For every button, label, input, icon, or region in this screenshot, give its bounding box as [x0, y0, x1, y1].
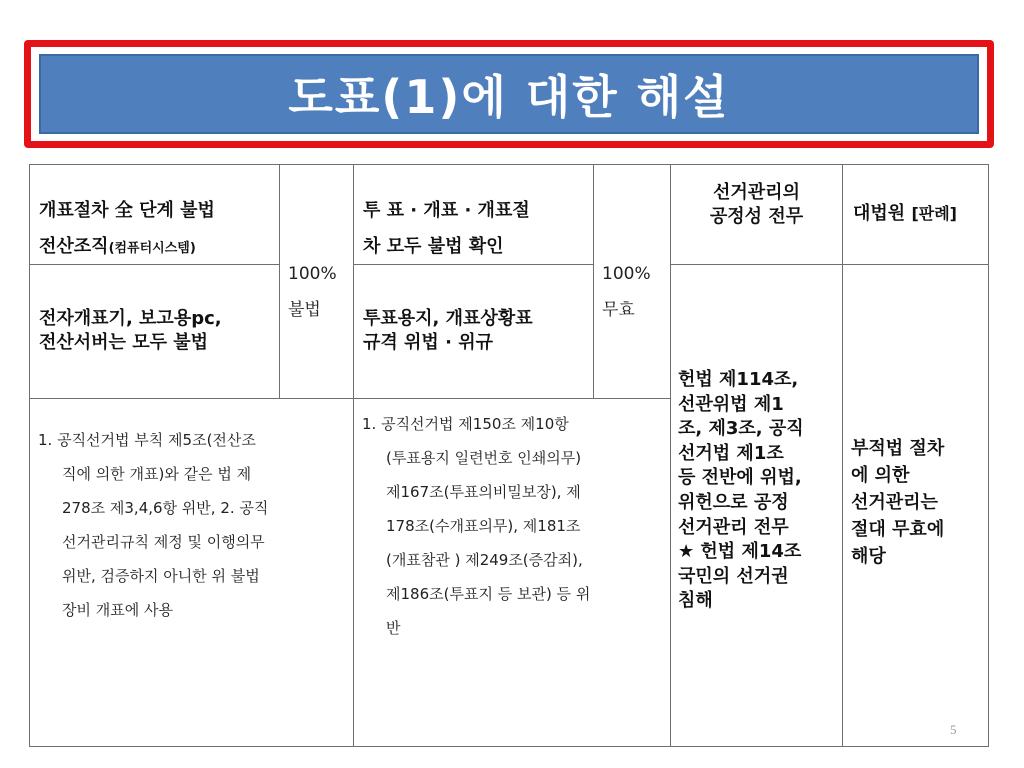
cell-text: 100% [288, 264, 337, 284]
cell-invalid-procedure [843, 265, 989, 747]
cell-text: 선거관리 전무 [678, 516, 789, 538]
cell-text: 제167조(투표의비밀보장), 제 [386, 483, 581, 501]
cell-text: 반 [386, 619, 401, 637]
cell-text: 해당 [851, 546, 886, 567]
cell-text: 선관위법 제1 [678, 393, 784, 415]
cell-text: 선거관리의 [713, 182, 800, 203]
title-frame [24, 40, 994, 148]
cell-text: 전산서버는 모두 불법 [39, 332, 209, 353]
cell-text: 에 의한 [851, 465, 910, 486]
cell-law-violation-left [30, 399, 354, 747]
cell-law-violation-right [354, 399, 671, 747]
cell-text: 개표절차 全 단계 불법 [39, 200, 215, 221]
cell-text: 제186조(투표지 등 보관) 등 위 [386, 585, 591, 603]
cell-text-small: [판례] [911, 204, 957, 223]
table-row [30, 165, 989, 265]
cell-invalid-100 [594, 165, 671, 399]
cell-constitution-violation [671, 265, 843, 747]
cell-supreme-court [843, 165, 989, 265]
cell-illegal-100 [280, 165, 354, 399]
page-number: 5 [950, 722, 957, 737]
cell-text: 장비 개표에 사용 [62, 601, 173, 619]
cell-text: 부적법 절차 [851, 438, 945, 459]
cell-text: ★ 헌법 제14조 [678, 541, 802, 563]
cell-text: 국민의 선거권 [678, 565, 789, 587]
cell-vote-count-illegal [354, 165, 594, 265]
cell-devices-illegal [30, 265, 280, 399]
cell-text: 1. 공직선거법 제150조 제10항 [362, 415, 569, 433]
cell-ballot-spec [354, 265, 594, 399]
cell-text-small: (컴퓨터시스템) [108, 241, 196, 256]
cell-text: 100% [602, 264, 651, 284]
cell-text: 위반, 검증하지 아니한 위 불법 [62, 567, 260, 585]
cell-system-illegal [30, 165, 280, 265]
cell-text: (투표용지 일련번호 인쇄의무) [386, 449, 582, 467]
cell-text: 투표용지, 개표상황표 [363, 308, 533, 329]
cell-text: 대법원 [853, 203, 912, 224]
explanation-table [29, 164, 989, 747]
cell-text: 침해 [678, 590, 713, 612]
cell-text: 278조 제3,4,6항 위반, 2. 공직 [62, 499, 269, 517]
title-bar [39, 54, 979, 134]
cell-text: 불법 [288, 300, 321, 320]
cell-text: 선거관리는 [851, 492, 938, 513]
cell-text: (개표참관 ) 제249조(증감죄), [386, 551, 583, 569]
cell-text: 절대 무효에 [851, 519, 945, 540]
cell-text: 조, 제3조, 공직 [678, 418, 804, 440]
cell-text: 선거법 제1조 [678, 442, 784, 464]
cell-text: 무효 [602, 300, 635, 320]
cell-text: 헌법 제114조, [678, 369, 799, 390]
slide-title: 도표(1)에 대한 해설 [288, 70, 730, 124]
cell-text: 공정성 전무 [709, 206, 804, 227]
cell-text: 등 전반에 위법, [678, 467, 802, 489]
cell-text: 전자개표기, 보고용pc, [39, 308, 222, 329]
cell-text: 직에 의한 개표)와 같은 법 제 [62, 465, 252, 483]
cell-election-fairness [671, 165, 843, 265]
cell-text: 차 모두 불법 확인 [363, 236, 504, 257]
cell-text: 위헌으로 공정 [678, 491, 789, 513]
cell-text: 1. 공직선거법 부칙 제5조(전산조 [38, 431, 256, 449]
cell-text: 투 표 · 개표 · 개표절 [363, 200, 530, 221]
cell-text: 선거관리규칙 제정 및 이행의무 [62, 533, 265, 551]
cell-text: 전산조직 [39, 236, 109, 257]
table-row [30, 265, 989, 399]
cell-text: 178조(수개표의무), 제181조 [386, 517, 581, 535]
cell-text: 규격 위법 · 위규 [363, 332, 493, 353]
